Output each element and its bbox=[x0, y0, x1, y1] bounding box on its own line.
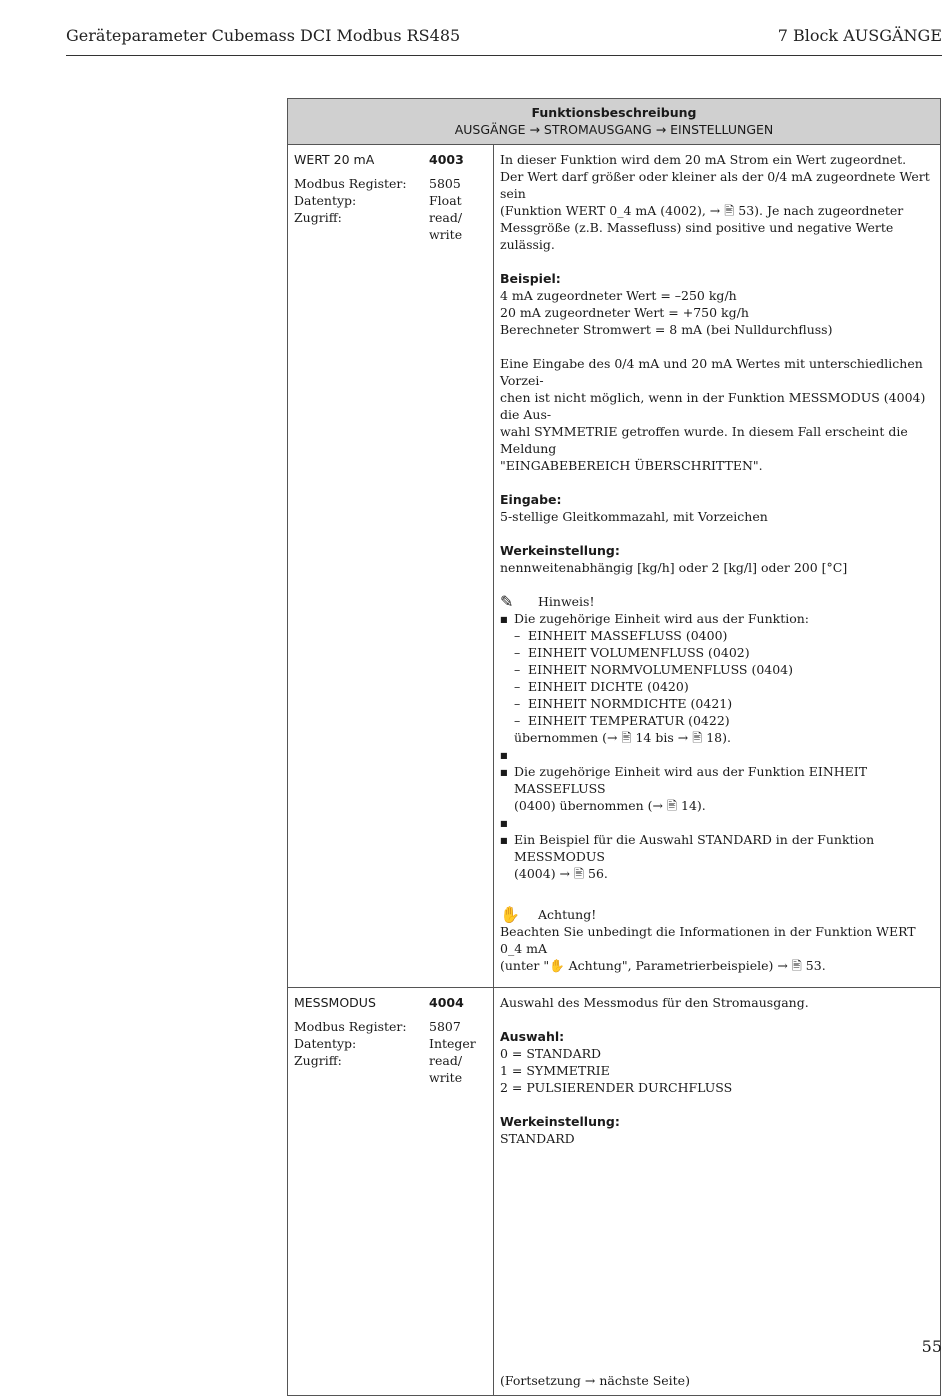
function-table bbox=[287, 98, 941, 1396]
select-title: Auswahl: bbox=[500, 1029, 565, 1044]
example-title: Beispiel: bbox=[500, 271, 561, 286]
continuation-note: (Fortsetzung → nächste Seite) bbox=[500, 1373, 690, 1388]
header-rule bbox=[66, 55, 942, 56]
hint-heading bbox=[500, 593, 934, 610]
example-line: 4 mA zugeordneter Wert = –250 kg/h bbox=[500, 288, 737, 303]
register-value: 5807 bbox=[429, 1019, 461, 1034]
desc-line: Der Wert darf größer oder kleiner als der 0/4 mA zugeordnete Wert sein bbox=[500, 169, 930, 201]
default-title: Werkeinstellung: bbox=[500, 1114, 620, 1129]
desc-line: (Funktion WERT 0_4 mA (4002), → 🖹 53). Je nach zugeordneter bbox=[500, 203, 904, 218]
list-item: – EINHEIT DICHTE (0420) bbox=[514, 678, 934, 695]
desc-line: Messgröße (z.B. Massefluss) sind positive und negative Werte zulässig. bbox=[500, 220, 894, 252]
param-name: WERT 20 mA bbox=[294, 152, 375, 167]
caution-line: (unter "✋ Achtung", Parametrierbeispiele) → 🖹 53. bbox=[500, 958, 826, 973]
table-title: Funktionsbeschreibung bbox=[531, 105, 697, 120]
list-item bbox=[500, 610, 934, 746]
param-description bbox=[494, 145, 940, 987]
spacer bbox=[500, 746, 934, 763]
table-row bbox=[288, 145, 940, 988]
example-line: 20 mA zugeordneter Wert = +750 kg/h bbox=[500, 305, 749, 320]
access-value-line: write bbox=[429, 1070, 463, 1085]
bullet-text: ■ Ein Beispiel für die Auswahl STANDARD in der Funktion MESSMODUS bbox=[514, 832, 875, 864]
access-value-line: read/ bbox=[429, 1053, 463, 1068]
running-header-title: Geräteparameter Cubemass DCI Modbus RS485 bbox=[66, 26, 461, 45]
param-info bbox=[288, 988, 494, 1395]
table-row bbox=[288, 988, 940, 1395]
desc-line: Auswahl des Messmodus für den Stromausgang. bbox=[500, 995, 809, 1010]
para-line: chen ist nicht möglich, wenn in der Funktion MESSMODUS (4004) die Aus- bbox=[500, 390, 926, 422]
spacer bbox=[500, 1147, 934, 1372]
page-number: 55 bbox=[921, 1337, 942, 1356]
register-value: 5805 bbox=[429, 176, 461, 191]
param-name: MESSMODUS bbox=[294, 995, 376, 1010]
list-item: – EINHEIT NORMDICHTE (0421) bbox=[514, 695, 934, 712]
hint-label: Hinweis! bbox=[538, 594, 595, 609]
caution-line: Beachten Sie unbedingt die Informationen in der Funktion WERT 0_4 mA bbox=[500, 924, 916, 956]
desc-line: In dieser Funktion wird dem 20 mA Strom ein Wert zugeordnet. bbox=[500, 152, 907, 167]
spacer bbox=[500, 814, 934, 831]
bullet-text: (4004) → 🖹 56. bbox=[514, 866, 608, 881]
datatype-value: Integer bbox=[429, 1036, 476, 1051]
list-item: – EINHEIT TEMPERATUR (0422) bbox=[514, 712, 934, 729]
example-line: Berechneter Stromwert = 8 mA (bei Nulldurchfluss) bbox=[500, 322, 833, 337]
default-value: STANDARD bbox=[500, 1131, 575, 1146]
default-title: Werkeinstellung: bbox=[500, 543, 620, 558]
datatype-label: Datentyp: bbox=[294, 193, 357, 208]
access-label: Zugriff: bbox=[294, 1053, 342, 1068]
para-line: "EINGABEBEREICH ÜBERSCHRITTEN". bbox=[500, 458, 763, 473]
list-item: – EINHEIT VOLUMENFLUSS (0402) bbox=[514, 644, 934, 661]
unit-function-list bbox=[514, 627, 934, 729]
register-label: Modbus Register: bbox=[294, 176, 407, 191]
caution-label: Achtung! bbox=[538, 907, 597, 922]
bullet-text: (0400) übernommen (→ 🖹 14). bbox=[514, 798, 706, 813]
running-header-chapter: 7 Block AUSGÄNGE bbox=[777, 26, 942, 45]
access-value-line: read/ bbox=[429, 210, 463, 225]
datatype-label: Datentyp: bbox=[294, 1036, 357, 1051]
bullet-text: übernommen (→ 🖹 14 bis → 🖹 18). bbox=[514, 730, 731, 745]
param-number: 4003 bbox=[429, 152, 464, 167]
list-item bbox=[500, 831, 934, 882]
caution-heading bbox=[500, 906, 934, 923]
access-value bbox=[429, 209, 487, 243]
table-path: AUSGÄNGE → STROMAUSGANG → EINSTELLUNGEN bbox=[454, 122, 774, 137]
param-description bbox=[494, 988, 940, 1395]
bullet-text: ■ Die zugehörige Einheit wird aus der Funktion EINHEIT MASSEFLUSS bbox=[514, 764, 868, 796]
input-title: Eingabe: bbox=[500, 492, 562, 507]
default-value: nennweitenabhängig [kg/h] oder 2 [kg/l] oder 200 [°C] bbox=[500, 560, 848, 575]
list-item: – EINHEIT NORMVOLUMENFLUSS (0404) bbox=[514, 661, 934, 678]
bullet-text: ■ Die zugehörige Einheit wird aus der Funktion: bbox=[514, 611, 810, 626]
access-label: Zugriff: bbox=[294, 210, 342, 225]
list-item bbox=[500, 763, 934, 814]
option-line: 1 = SYMMETRIE bbox=[500, 1063, 610, 1078]
input-value: 5-stellige Gleitkommazahl, mit Vorzeichen bbox=[500, 509, 768, 524]
option-line: 2 = PULSIERENDER DURCHFLUSS bbox=[500, 1080, 733, 1095]
option-line: 0 = STANDARD bbox=[500, 1046, 602, 1061]
para-line: Eine Eingabe des 0/4 mA und 20 mA Wertes mit unterschiedlichen Vorzei- bbox=[500, 356, 923, 388]
access-value bbox=[429, 1052, 487, 1086]
table-header bbox=[288, 99, 940, 145]
datatype-value: Float bbox=[429, 193, 462, 208]
list-item: – EINHEIT MASSEFLUSS (0400) bbox=[514, 627, 934, 644]
pencil-icon: ✎ bbox=[500, 592, 514, 611]
hand-icon: ✋ bbox=[500, 905, 520, 924]
param-number: 4004 bbox=[429, 995, 464, 1010]
hint-list bbox=[500, 610, 934, 882]
register-label: Modbus Register: bbox=[294, 1019, 407, 1034]
para-line: wahl SYMMETRIE getroffen wurde. In diesem Fall erscheint die Meldung bbox=[500, 424, 908, 456]
param-info bbox=[288, 145, 494, 987]
access-value-line: write bbox=[429, 227, 463, 242]
